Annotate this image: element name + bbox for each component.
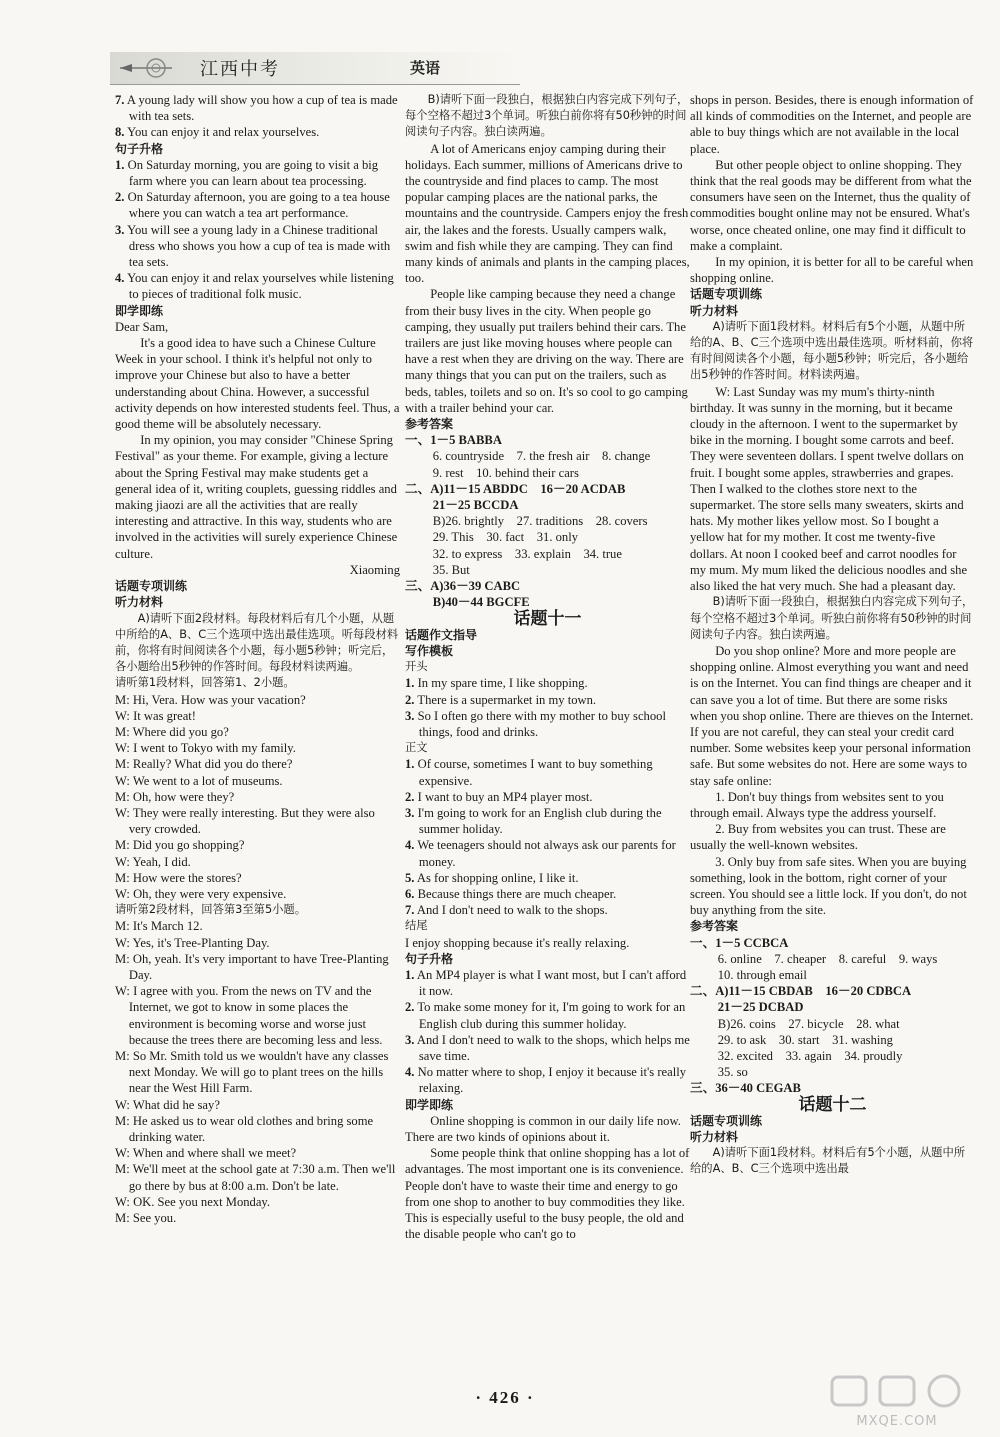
paragraph-text: As for shopping online, I like it. [414, 870, 579, 885]
page-header [110, 52, 520, 85]
paragraph [115, 724, 400, 740]
item-number: 1. [405, 967, 415, 982]
paragraph [690, 643, 975, 789]
paragraph [405, 465, 690, 481]
paragraph [405, 902, 690, 918]
item-number: 5. [405, 870, 415, 885]
paragraph [115, 1194, 400, 1210]
paragraph-text: A)请听下面2段材料。每段材料后有几个小题，从题中所给的A、B、C三个选项中选出最佳选项。听每段材料前，你将有时间阅读各个小题，每小题5秒钟；听完后，各小题给出5秒钟的作答时间。每段材料读两遍。 [115, 611, 399, 674]
paragraph-text: M: It's March 12. [115, 919, 203, 934]
paragraph [405, 886, 690, 902]
paragraph [405, 918, 690, 934]
subject-label: 英语 [410, 59, 441, 77]
paragraph [405, 286, 690, 416]
item-number: 1. [115, 157, 125, 172]
paragraph [405, 448, 690, 464]
paragraph [405, 1064, 690, 1096]
paragraph [690, 319, 975, 384]
paragraph [115, 902, 400, 918]
paragraph-text: 话题作文指导 [405, 627, 478, 642]
item-number: 3. [405, 805, 415, 820]
paragraph [405, 627, 690, 643]
paragraph-text: 请听第1段材料，回答第1、2小题。 [115, 676, 295, 690]
paragraph-text: 参考答案 [405, 417, 454, 432]
paragraph-text: 即学即练 [405, 1097, 454, 1112]
paragraph-text: On Saturday morning, you are going to visit a big farm where you can learn about tea processing. [124, 157, 379, 189]
paragraph [115, 854, 400, 870]
item-number: 6. [405, 886, 415, 901]
paragraph [115, 951, 400, 983]
paragraph-text: 9. rest 10. behind their cars [432, 465, 579, 480]
paragraph [115, 870, 400, 886]
paragraph [405, 789, 690, 805]
paragraph [690, 999, 975, 1015]
paragraph [405, 608, 690, 629]
paragraph [405, 740, 690, 756]
paragraph-text: I'm going to work for an English club during the summer holiday. [414, 805, 662, 837]
paragraph-text: 请听第2段材料，回答第3至第5小题。 [115, 903, 307, 917]
paragraph-text: 2. Buy from websites you can trust. These are usually the well-known websites. [690, 822, 946, 853]
column-left [115, 92, 400, 1226]
paragraph [115, 1048, 400, 1097]
paragraph-text: 10. through email [717, 967, 807, 982]
paragraph-text: 写作模板 [405, 643, 454, 658]
paragraph [115, 319, 400, 335]
paragraph-text: I want to buy an MP4 player most. [414, 789, 593, 804]
paragraph-text: But other people object to online shopping. They think that the real goods may be different from what the consumers have seen on the Internet, thus the quality of commodities bought online may not be ensured. What's worse, once cheated online, one may find it difficult to make a complaint. [690, 157, 972, 253]
paragraph-text: 听力材料 [115, 595, 164, 610]
paragraph [115, 692, 400, 708]
paragraph [690, 594, 975, 643]
paragraph-text: W: What did he say? [115, 1097, 220, 1112]
paragraph [405, 692, 690, 708]
paragraph [115, 222, 400, 271]
paragraph [115, 303, 400, 319]
paragraph-text: M: See you. [115, 1211, 177, 1226]
paragraph-text: And I don't need to walk to the shops, which helps me save time. [414, 1032, 690, 1063]
paragraph-text: W: Yeah, I did. [115, 854, 191, 869]
paragraph-text: M: He asked us to wear old clothes and bring some drinking water. [115, 1113, 374, 1144]
paragraph-text: W: When and where shall we meet? [115, 1146, 297, 1161]
paragraph [405, 935, 690, 951]
paragraph-text: In my opinion, it is better for all to be careful when shopping online. [690, 255, 974, 286]
paragraph [405, 432, 690, 448]
paragraph-text: W: OK. See you next Monday. [115, 1194, 271, 1209]
paragraph-text: No matter where to shop, I enjoy it because it's really relaxing. [414, 1065, 687, 1096]
paragraph [690, 918, 975, 934]
paragraph [690, 1113, 975, 1129]
paragraph-text: We teenagers should not always ask our parents for money. [414, 838, 676, 869]
paragraph [690, 254, 975, 286]
paragraph [690, 1048, 975, 1064]
paragraph-text: 正文 [405, 741, 428, 755]
paragraph-text: You will see a young lady in a Chinese traditional dress who shows you how a cup of tea is made with tea sets. [124, 222, 391, 270]
paragraph [115, 157, 400, 189]
paragraph-text: Some people think that online shopping has a lot of advantages. The most important one is its convenience. People don't have to waste their time and energy to go from one shop to another to buy commodities they like. This is especially useful to the busy people, the old and the disable people who can't go to [405, 1146, 690, 1242]
paragraph [405, 513, 690, 529]
paragraph-text: 一、1－5 CCBCA [690, 935, 789, 950]
paragraph [115, 837, 400, 853]
paragraph-text: I enjoy shopping because it's really relaxing. [405, 935, 630, 950]
paragraph [690, 1016, 975, 1032]
paragraph [115, 1097, 400, 1113]
paragraph [690, 854, 975, 919]
item-number: 4. [405, 1065, 415, 1080]
paragraph [405, 708, 690, 740]
paragraph [115, 611, 400, 676]
paragraph [690, 157, 975, 254]
item-number: 7. [115, 93, 125, 107]
paragraph [115, 756, 400, 772]
paragraph-text: In my opinion, you may consider "Chinese Spring Festival" as your theme. For example, giving a lecture about the Spring Festival may make students get a general idea of it, writing couplets, guessing riddles and making jiaozi are all the activities that are really interesting and attractive. In this way, students who are involved in the activities will surely experience Chinese culture. [115, 433, 398, 561]
item-number: 1. [405, 676, 415, 691]
paragraph [115, 935, 400, 951]
paragraph [115, 740, 400, 756]
paragraph-text: M: We'll meet at the school gate at 7:30 a.m. Then we'll go there by bus at 8:00 a.m. Don't be late. [115, 1162, 396, 1193]
paragraph-text: 29. This 30. fact 31. only [432, 530, 579, 545]
item-number: 4. [115, 271, 125, 286]
column-right [690, 92, 975, 1178]
paragraph [115, 983, 400, 1048]
paragraph-text: 32. to express 33. explain 34. true [432, 546, 622, 561]
paragraph [405, 870, 690, 886]
item-number: 3. [405, 1032, 415, 1047]
paragraph-text: W: Oh, they were very expensive. [115, 886, 287, 901]
paragraph [405, 1113, 690, 1145]
paragraph-text: 话题十二 [798, 1094, 867, 1115]
item-number: 4. [405, 838, 415, 853]
series-title: 江西中考 [200, 59, 280, 80]
paragraph [405, 529, 690, 545]
paragraph-text: A young lady will show you how a cup of tea is made with tea sets. [124, 93, 398, 124]
paragraph-text: 话题专项训练 [690, 1113, 763, 1128]
paragraph [405, 951, 690, 967]
paragraph [405, 141, 690, 287]
paragraph [115, 886, 400, 902]
paragraph-text: W: I went to Tokyo with my family. [115, 741, 296, 756]
paragraph-text: B)26. brightly 27. traditions 28. covers [432, 514, 648, 529]
paragraph-text: There is a supermarket in my town. [414, 692, 597, 707]
paragraph [115, 1145, 400, 1161]
paragraph-text: W: They were really interesting. But they were also very crowded. [115, 805, 375, 837]
paragraph-text: You can enjoy it and relax yourselves. [124, 125, 320, 140]
paragraph [405, 805, 690, 837]
paragraph [405, 1145, 690, 1242]
item-number: 3. [115, 222, 125, 237]
paragraph-text: B)40－44 BGCFE [432, 595, 530, 610]
paragraph [690, 1145, 975, 1177]
paragraph [115, 270, 400, 302]
paragraph [115, 335, 400, 432]
paragraph [115, 708, 400, 724]
paragraph [115, 432, 400, 562]
paragraph [690, 384, 975, 595]
paragraph [405, 643, 690, 659]
paragraph-text: M: Oh, how were they? [115, 789, 235, 804]
paragraph-text: 三、A)36－39 CABC [405, 579, 521, 594]
item-number: 3. [405, 708, 415, 723]
paragraph-text: 6. countryside 7. the fresh air 8. change [432, 449, 651, 464]
paragraph-text: So I often go there with my mother to buy school things, food and drinks. [414, 708, 666, 739]
paragraph [115, 562, 400, 578]
watermark-stamp [812, 1371, 982, 1429]
paragraph-text: A)请听下面1段材料。材料后有5个小题，从题中所给的A、B、C三个选项中选出最 [690, 1146, 966, 1176]
paragraph-text: 1. Don't buy things from websites sent to you through email. Always type the address yourself. [690, 789, 944, 820]
paragraph-text: W: Last Sunday was my mum's thirty-ninth birthday. It was sunny in the morning, but it became cloudy in the afternoon. I went to the supermarket by bike in the morning. I bought some carrots and beef. They were seventeen dollars. I spent twelve dollars on fruit. I bought some apples, strawberries and grapes. Then I walked to the clothes store next to the supermarket. The store sells many sweaters, skirts and hats. My mother likes yellow most. So I bought a yellow hat for my mother. It cost me twenty-five dollars. At noon I cooked beef and carrot noodles for my mum. My mum liked the delicious noodles and she also liked the hat very much. She had a pleasant day. [690, 384, 968, 594]
column-middle [405, 92, 690, 1242]
paragraph [115, 141, 400, 157]
paragraph-text: An MP4 player is what I want most, but I can't afford it now. [414, 967, 687, 999]
paragraph-text: M: Oh, yeah. It's very important to have Tree-Planting Day. [115, 951, 389, 982]
item-number: 8. [115, 125, 125, 140]
paragraph-text: 句子升格 [405, 951, 454, 966]
paragraph-text: Online shopping is common in our daily life now. There are two kinds of opinions about it. [405, 1113, 681, 1144]
paragraph-text: M: Where did you go? [115, 724, 229, 739]
paragraph [115, 918, 400, 934]
paragraph-text: 话题十一 [513, 608, 582, 629]
paragraph-text: shops in person. Besides, there is enough information of all kinds of commodities on the Internet, and people are able to buy things which are not available in the local place. [690, 93, 974, 156]
paragraph-text: 话题专项训练 [690, 287, 763, 302]
paragraph [115, 124, 400, 140]
paragraph-text: M: Hi, Vera. How was your vacation? [115, 692, 306, 707]
paragraph-text: A)请听下面1段材料。材料后有5个小题，从题中所给的A、B、C三个选项中选出最佳选项。听材料前，你将有时间阅读各个小题，每小题5秒钟；听完后，各小题给出5秒钟的作答时间。材料读两遍。 [690, 319, 974, 382]
paragraph [115, 578, 400, 594]
paragraph-text: And I don't need to walk to the shops. [414, 903, 608, 918]
paragraph-text: M: Did you go shopping? [115, 838, 245, 853]
paragraph [405, 659, 690, 675]
paragraph-text: 即学即练 [115, 303, 164, 318]
paragraph-text: In my spare time, I like shopping. [414, 676, 588, 691]
watermark-text: MXQE.COM [856, 1414, 938, 1429]
paragraph-text: Dear Sam, [115, 319, 169, 334]
paragraph [405, 497, 690, 513]
paragraph-text: M: So Mr. Smith told us we wouldn't have any classes next Monday. We will go to plant trees on the hills near the West Hill Farm. [115, 1048, 389, 1096]
page-number: · 426 · [475, 1388, 535, 1407]
paragraph [115, 773, 400, 789]
paragraph [405, 756, 690, 788]
paragraph-text: 三、36－40 CEGAB [690, 1081, 801, 1096]
paragraph-text: 35. But [432, 562, 470, 577]
watermark-logo-icon [812, 1371, 982, 1411]
paragraph [690, 935, 975, 951]
item-number: 2. [405, 789, 415, 804]
item-number: 1. [405, 757, 415, 772]
paragraph-text: 35. so [717, 1065, 748, 1080]
paragraph [115, 594, 400, 610]
paragraph-text: People like camping because they need a change from their busy lives in the city. When people go camping, they usually put trailers behind their cars. The trailers are just like moving houses where people can have a rest when they are driving on the way. There are many things that you can put on the trailers, such as beds, tables, toilets and so on. It's so cool to go camping with a trailer behind your car. [405, 287, 688, 415]
paragraph-text: 一、1－5 BABBA [405, 433, 502, 448]
paragraph [690, 303, 975, 319]
paragraph-text: M: How were the stores? [115, 870, 242, 885]
paragraph [115, 1113, 400, 1145]
paragraph [405, 416, 690, 432]
paragraph-text: W: I agree with you. From the news on TV and the Internet, we got to know in some places the environment is becoming worse and worse just because the trees there are becoming less and less. [115, 984, 383, 1047]
paragraph-text: 29. to ask 30. start 31. washing [717, 1032, 893, 1047]
paragraph-text: You can enjoy it and relax yourselves while listening to pieces of traditional folk music. [124, 271, 394, 302]
paragraph-text: Xiaoming [349, 562, 400, 577]
item-number: 2. [405, 692, 415, 707]
paragraph [405, 578, 690, 594]
paragraph [115, 789, 400, 805]
paragraph-text: 32. excited 33. again 34. proudly [717, 1048, 903, 1063]
paragraph-text: 听力材料 [690, 1130, 739, 1144]
paragraph-text: 开头 [405, 660, 428, 674]
paragraph [690, 1064, 975, 1080]
paragraph-text: 听力材料 [690, 303, 739, 318]
paragraph [690, 92, 975, 157]
paragraph-text: Do you shop online? More and more people are shopping online. Almost everything you want and need is on the Internet. You can find things are cheaper and it can save you a lot of time. But there are some risks when you shop online. There are thieves on the Internet. If you are not careful, they can steal your credit card number. Some websites keep your personal information safe. But some websites do not. Here are some ways to stay safe online: [690, 643, 974, 788]
paragraph [115, 189, 400, 221]
item-number: 2. [405, 1000, 415, 1015]
item-number: 2. [115, 190, 125, 205]
compass-logo-icon [118, 56, 174, 80]
paragraph [690, 821, 975, 853]
paragraph [690, 1032, 975, 1048]
paragraph-text: Because things there are much cheaper. [414, 886, 617, 901]
paragraph [405, 546, 690, 562]
paragraph [690, 983, 975, 999]
paragraph-text: 参考答案 [690, 919, 739, 934]
paragraph [405, 999, 690, 1031]
paragraph-text: To make some money for it, I'm going to work for an English club during this summer holiday. [414, 1000, 686, 1031]
paragraph [405, 562, 690, 578]
paragraph-text: M: Really? What did you do there? [115, 757, 293, 772]
paragraph-text: A lot of Americans enjoy camping during their holidays. Each summer, millions of Americans drive to the countryside and find places to camp. The most popular camping places are the national parks, the mountains and the countryside. Campers enjoy the fresh air, the lakes and the forests. Usually campers walk, swim and fish while they are camping. They can find many kinds of animals and plants in the camping places, too. [405, 141, 690, 286]
paragraph-text: 结尾 [405, 919, 428, 933]
paragraph [115, 92, 400, 124]
paragraph-text: 二、A)11－15 ABDDC 16－20 ACDAB [405, 481, 626, 496]
paragraph-text: It's a good idea to have such a Chinese Culture Week in your school. I think it's helpful not only to improve your Chinese but also to have a better understanding about China. However, a successful activity depends on how interested students feel. Thus, a good theme will be absolutely necessary. [115, 336, 400, 432]
paragraph [405, 837, 690, 869]
paragraph-text: B)请听下面一段独白，根据独白内容完成下列句子，每个空格不超过3个单词。听独白前你将有50秒钟的时间阅读句子内容。独白读两遍。 [405, 93, 689, 139]
paragraph-text: B)请听下面一段独白，根据独白内容完成下列句子，每个空格不超过3个单词。听独白前你将有50秒钟的时间阅读句子内容。独白读两遍。 [690, 595, 974, 641]
paragraph-text: W: It was great! [115, 708, 197, 723]
paragraph [690, 1129, 975, 1145]
paragraph-text: 21－25 DCBAD [717, 1000, 804, 1015]
item-number: 7. [405, 903, 415, 918]
paragraph [690, 286, 975, 302]
paragraph [115, 1210, 400, 1226]
paragraph [115, 675, 400, 691]
paragraph-text: 句子升格 [115, 141, 164, 156]
paragraph-text: 3. Only buy from safe sites. When you are buying something, look in the bottom, right corner of your screen. You should see a little lock. If you don't, do not buy anything from the site. [690, 854, 967, 918]
paragraph [690, 789, 975, 821]
paragraph [115, 805, 400, 837]
paragraph-text: W: Yes, it's Tree-Planting Day. [115, 935, 270, 950]
paragraph-text: 6. online 7. cheaper 8. careful 9. ways [717, 951, 938, 966]
paragraph-text: W: We went to a lot of museums. [115, 773, 283, 788]
paragraph [405, 1097, 690, 1113]
paragraph-text: B)26. coins 27. bicycle 28. what [717, 1016, 900, 1031]
paragraph [690, 967, 975, 983]
paragraph-text: 21－25 BCCDA [432, 498, 519, 513]
paragraph [405, 481, 690, 497]
paragraph [690, 951, 975, 967]
paragraph [405, 967, 690, 999]
paragraph-text: On Saturday afternoon, you are going to a tea house where you can watch a tea art performance. [124, 190, 390, 221]
paragraph [405, 92, 690, 141]
paragraph-text: 话题专项训练 [115, 579, 188, 594]
paragraph-text: Of course, sometimes I want to buy something expensive. [414, 757, 653, 788]
paragraph [405, 1032, 690, 1064]
paragraph [690, 1094, 975, 1115]
paragraph-text: 二、A)11－15 CBDAB 16－20 CDBCA [690, 984, 912, 999]
paragraph [115, 1161, 400, 1193]
paragraph [405, 675, 690, 691]
